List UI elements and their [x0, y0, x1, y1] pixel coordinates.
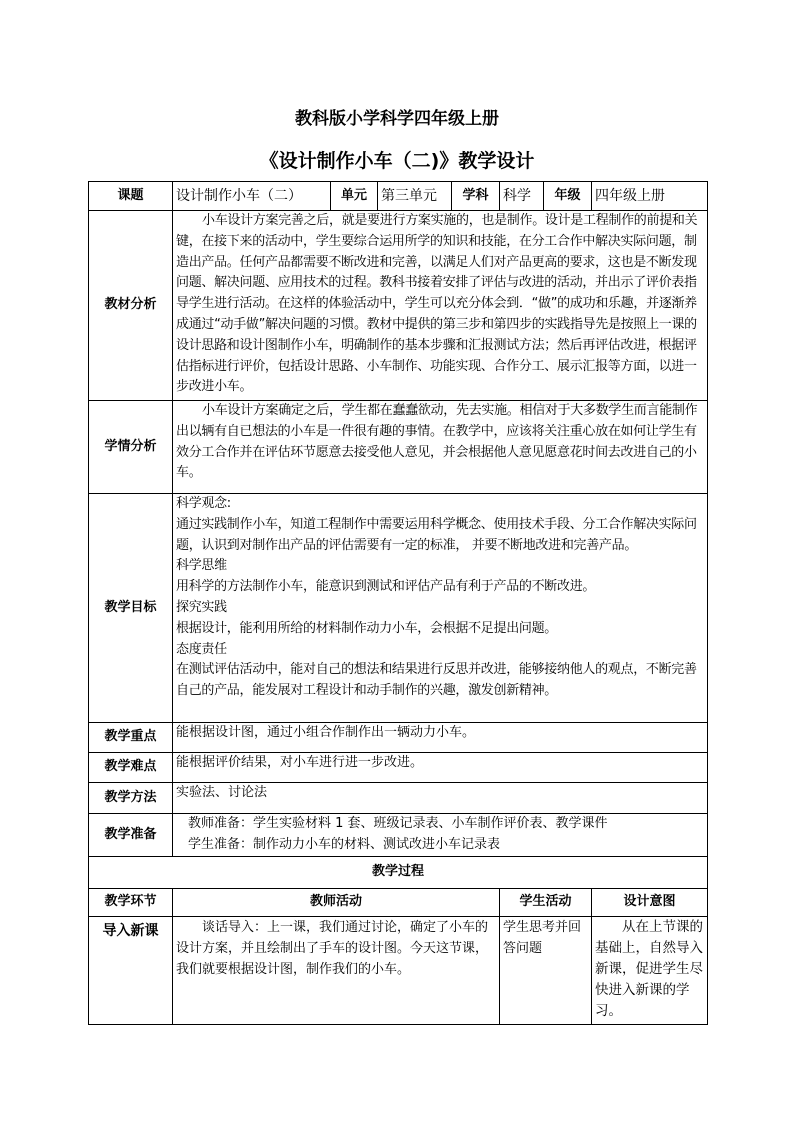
key-point-text: 能根据设计图，通过小组合作制作出一辆动力小车。 [173, 723, 708, 753]
topic-value: 设计制作小车（二） [173, 182, 331, 211]
objectives-content [173, 494, 708, 723]
key-point-label: 教学重点 [89, 723, 173, 753]
unit-value: 第三单元 [378, 182, 452, 211]
method-label: 教学方法 [89, 783, 173, 814]
col-design-intent: 设计意图 [592, 889, 708, 917]
objective-heading-practice: 探究实践 [176, 599, 227, 615]
document-title: 教科版小学科学四年级上册 [295, 109, 499, 129]
design-intent-cell: 从在上节课的基础上，自然导入新课，促进学生尽快进入新课的学习。 [592, 917, 708, 1025]
material-analysis-text: 小车设计方案完善之后，就是要进行方案实施的，也是制作。设计是工程制作的前提和关键，在接下来的活动中，学生要综合运用所学的知识和技能，在分工合作中解决实际问题，制造出产品。任何产品都需要不断改进和完善，以满足人们对产品更高的要求，这也是不断发现问题、解决问题、应用技术的过程。教科书接着安排了评估与改进的活动，并出示了评价表指导学生进行活动。在这样的体验活动中，学生可以充分体会到．“做”的成功和乐趣，并逐渐养成通过“动手做”解决问题的习惯。教材中提供的第三步和第四步的实践指导先是按照上一课的设计思路和设计图制作小车，明确制作的基本步骤和汇报测试方法；然后再评估改进，根据评估指标进行评价，包括设计思路、小车制作、功能实现、合作分工、展示汇报等方面，以进一步改进小车。 [173, 211, 708, 401]
objective-text-attitude: 在测试评估活动中，能对自己的想法和结果进行反思并改进，能够接纳他人的观点，不断完善自己的产品，能发展对工程设计和动手制作的兴趣，激发创新精神。 [176, 662, 697, 699]
difficulty-row [89, 753, 708, 783]
topic-label: 课题 [89, 182, 173, 211]
grade-value: 四年级上册 [592, 182, 708, 211]
student-analysis-text: 小车设计方案确定之后，学生都在蠢蠢欲动，先去实施。相信对于大多数学生而言能制作出以辆有自已想法的小车是一件很有趣的事情。在教学中，应该将关注重心放在如何让学生有效分工合作并在评估环节愿意去接受他人意见，并会根据他人意见愿意花时间去改进自己的小车。 [173, 401, 708, 494]
preparation-label: 教学准备 [89, 814, 173, 857]
process-row [89, 917, 708, 1025]
info-row [89, 182, 708, 211]
subject-value: 科学 [500, 182, 544, 211]
col-stage: 教学环节 [89, 889, 173, 917]
difficulty-label: 教学难点 [89, 753, 173, 783]
difficulty-text: 能根据评价结果，对小车进行进一步改进。 [173, 753, 708, 783]
process-heading-row [89, 857, 708, 889]
student-activity-cell: 学生思考并回答问题 [500, 917, 592, 1025]
process-heading: 教学过程 [89, 857, 708, 889]
objective-text-practice: 根据设计，能利用所给的材料制作动力小车，会根据不足提出问题。 [176, 620, 558, 636]
unit-label: 单元 [331, 182, 378, 211]
objectives-row [89, 494, 708, 723]
preparation-row [89, 814, 708, 857]
preparation-content [173, 814, 708, 857]
grade-label: 年级 [544, 182, 592, 211]
student-preparation: 学生准备：制作动力小车的材料、测试改进小车记录表 [188, 837, 501, 852]
objective-heading-concept: 科学观念: [176, 496, 231, 511]
student-analysis-row [89, 401, 708, 494]
objective-heading-thinking: 科学思维 [176, 558, 227, 574]
student-analysis-label: 学情分析 [89, 401, 173, 494]
lesson-plan-table [88, 181, 708, 1025]
lesson-title: 《设计制作小车（二)》教学设计 [259, 150, 535, 172]
material-analysis-row [89, 211, 708, 401]
key-point-row [89, 723, 708, 753]
objective-text-thinking: 用科学的方法制作小车，能意识到测试和评估产品有利于产品的不断改进。 [176, 579, 596, 595]
teacher-activity-cell: 谈话导入：上一课，我们通过讨论，确定了小车的设计方案，并且绘制出了手车的设计图。今天这节课，我们就要根据设计图，制作我们的小车。 [173, 917, 500, 1025]
objectives-label: 教学目标 [89, 494, 173, 723]
objective-heading-attitude: 态度责任 [176, 641, 227, 657]
objective-text-concept: 通过实践制作小车，知道工程制作中需要运用科学概念、使用技术手段、分工合作解决实际问题，认识到对制作出产品的评估需要有一定的标准， 并要不断地改进和完善产品。 [176, 516, 697, 553]
subject-label: 学科 [452, 182, 500, 211]
material-analysis-label: 教材分析 [89, 211, 173, 401]
col-teacher-activity: 教师活动 [173, 889, 500, 917]
stage-cell: 导入新课 [89, 917, 173, 1025]
col-student-activity: 学生活动 [500, 889, 592, 917]
process-column-headers [89, 889, 708, 917]
teacher-preparation: 教师准备：学生实验材料 1 套、班级记录表、小车制作评价表、教学课件 [188, 816, 608, 832]
method-row [89, 783, 708, 814]
method-text: 实验法、讨论法 [173, 783, 708, 814]
